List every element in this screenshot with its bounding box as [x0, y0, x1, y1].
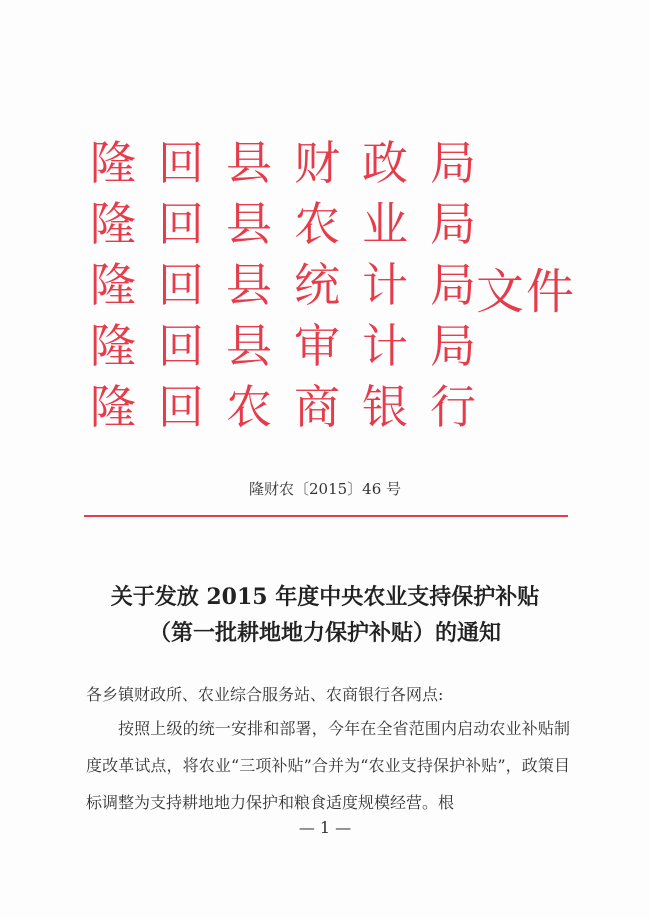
body-paragraph: 按照上级的统一安排和部署，今年在全省范围内启动农业补贴制度改革试点，将农业“三项补贴”合并为“农业支持保护补贴”，政策目标调整为支持耕地地力保护和粮食适度规模经营。根 — [86, 719, 570, 812]
issuer-char: 财 — [294, 135, 340, 190]
issuer-char: 县 — [226, 318, 272, 373]
issuer-char: 隆 — [90, 318, 136, 373]
issuer-char: 农 — [226, 379, 272, 434]
issuer-char: 回 — [158, 257, 204, 312]
issuer-row — [88, 254, 478, 315]
issuer-char: 统 — [294, 257, 340, 312]
issuer-char: 回 — [158, 196, 204, 251]
issuer-char: 局 — [430, 257, 476, 312]
issuer-row — [88, 376, 478, 437]
issuer-char: 局 — [430, 196, 476, 251]
notice-title-line-1: 关于发放 2015 年度中央农业支持保护补贴 — [110, 584, 540, 610]
issuer-char: 业 — [362, 196, 408, 251]
issuer-char: 商 — [294, 379, 340, 434]
issuer-char: 计 — [362, 318, 408, 373]
issuer-list — [88, 132, 478, 437]
issuer-char: 回 — [158, 318, 204, 373]
salutation: 各乡镇财政所、农业综合服务站、农商银行各网点: — [86, 685, 444, 704]
issuer-char: 农 — [294, 196, 340, 251]
issuer-char: 银 — [362, 379, 408, 434]
document-number: 隆财农〔2015〕46 号 — [248, 480, 402, 498]
issuer-char: 县 — [226, 135, 272, 190]
issuer-row — [88, 132, 478, 193]
red-divider — [84, 515, 568, 517]
issuer-char: 回 — [158, 135, 204, 190]
document-type-label: 文件 — [476, 264, 577, 320]
issuer-char: 局 — [430, 135, 476, 190]
issuer-char: 隆 — [90, 196, 136, 251]
issuer-char: 行 — [430, 379, 476, 434]
issuer-char: 隆 — [90, 379, 136, 434]
issuer-char: 县 — [226, 196, 272, 251]
issuer-char: 隆 — [90, 257, 136, 312]
issuer-char: 审 — [294, 318, 340, 373]
notice-title-line-2: （第一批耕地地力保护补贴）的通知 — [148, 620, 501, 646]
issuer-char: 县 — [226, 257, 272, 312]
issuer-char: 政 — [362, 135, 408, 190]
issuer-row — [88, 315, 478, 376]
page-number: — 1 — — [298, 818, 352, 837]
issuer-row — [88, 193, 478, 254]
issuer-char: 局 — [430, 318, 476, 373]
issuer-char: 计 — [362, 257, 408, 312]
issuer-char: 回 — [158, 379, 204, 434]
issuer-char: 隆 — [90, 135, 136, 190]
